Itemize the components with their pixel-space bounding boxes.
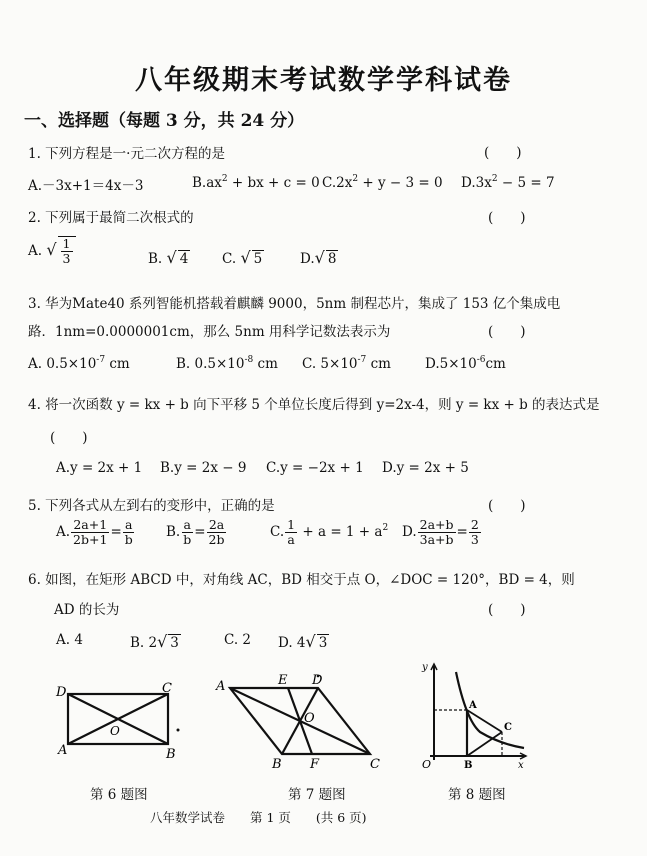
fig7-label-e: E — [278, 673, 288, 688]
q5-answer-paren: ( ) — [488, 498, 526, 514]
q5-stem: 5. 下列各式从左到右的变形中，正确的是 — [28, 498, 275, 514]
q2-option-a: A. √ $\frac{1}{3}$ — [28, 236, 76, 266]
q5-option-b: B. $\frac{a}{b}$ = $\frac{2a}{2b}$ — [166, 517, 225, 547]
fig8-label-c: C — [504, 722, 512, 733]
q6-option-b: B. 2√ 3 — [130, 632, 179, 651]
fig8-label-y: y — [422, 662, 428, 673]
q6-answer-paren: ( ) — [488, 602, 526, 618]
q4-option-c: C.y = −2x + 1 — [266, 460, 364, 476]
q3-answer-paren: ( ) — [488, 324, 526, 340]
fig8-label-o: O — [422, 758, 432, 771]
q5-option-a: A. $\frac{2a+1}{2b+1}$ = $\frac{a}{b}$ — [56, 517, 133, 547]
q4-stem: 4. 将一次函数 y = kx + b 向下平移 5 个单位长度后得到 y=2x-4，则 y = kx + b 的表达式是 — [28, 397, 600, 413]
q1-option-c: $C.2x^2 + y - 3 = 0$ — [322, 174, 443, 191]
section-heading: 一、选择题（每题 3 分，共 24 分） — [24, 111, 305, 131]
page-title: 八年级期末考试数学学科试卷 — [135, 65, 512, 96]
q4-answer-paren: ( ) — [50, 430, 88, 446]
q3-option-d: $D.5\times 10^{-6}cm$ — [425, 355, 506, 372]
fig6-label-d: D — [56, 685, 67, 700]
fig7-label-f: F — [310, 757, 320, 772]
q4-option-b: B.y = 2x − 9 — [160, 460, 247, 476]
q3-option-b: B. $0.5\times 10^{-8}$ cm — [176, 355, 278, 372]
q5-option-c: C. $\frac{1}{a}$ + $a = 1 + a^2$ — [270, 517, 389, 547]
fig6-label-b: B — [166, 747, 176, 762]
fig7-label-b: B — [272, 757, 282, 772]
q6-option-d: D. 4√ 3 — [278, 632, 328, 651]
q6-option-c: C. 2 — [224, 632, 252, 648]
figure-6-caption: 第 6 题图 — [90, 787, 148, 803]
fig7-label-d: D — [312, 673, 323, 688]
figure-7-caption: 第 7 题图 — [288, 787, 346, 803]
fig7-label-o: O — [304, 711, 315, 726]
q2-option-b: B. √ 4 — [148, 248, 189, 267]
page-footer: 八年数学试卷 第 1 页 (共 6 页) — [150, 810, 367, 825]
figure-8-caption: 第 8 题图 — [448, 787, 506, 803]
q4-option-a: A.y = 2x + 1 — [56, 460, 143, 476]
q6-stem-line1: 6. 如图，在矩形 ABCD 中，对角线 AC，BD 相交于点 O，∠DOC = 120°，BD = 4，则 — [28, 572, 575, 588]
fig7-label-a: A — [216, 679, 226, 694]
q1-option-b: $B.ax^2$ + bx + c = 0 — [192, 174, 320, 191]
q1-option-a: A.－3x+1＝4x－3 — [28, 178, 144, 194]
q6-stem-line2: AD 的长为 — [54, 602, 120, 618]
q2-option-d: D.√ 8 — [300, 248, 337, 267]
q1-stem: 1. 下列方程是一·元二次方程的是 — [28, 146, 225, 162]
figure-8-graph — [420, 660, 530, 772]
q3-option-a: A. $0.5\times 10^{-7}$ cm — [28, 355, 130, 372]
q1-option-d: $D.3x^2 - 5 = 7$ — [461, 174, 555, 191]
q5-option-d: D. $\frac{2a+b}{3a+b}$ = $\frac{2}{3}$ — [402, 517, 479, 547]
fig8-label-a: A — [469, 700, 477, 711]
fig6-label-c: C — [162, 681, 172, 696]
q3-stem-line1: 3. 华为Mate40 系列智能机搭载着麒麟 9000，5nm 制程芯片，集成了 153 亿个集成电 — [28, 296, 561, 312]
q6-option-a: A. 4 — [56, 632, 83, 648]
fig8-label-x: x — [518, 760, 524, 771]
q3-stem-line2: 路．1nm=0.0000001cm，那么 5nm 用科学记数法表示为 — [28, 324, 391, 340]
fig6-label-o: O — [110, 724, 120, 738]
q2-answer-paren: ( ) — [488, 210, 526, 226]
fig6-label-a: A — [58, 743, 68, 758]
figure-6-rectangle — [54, 680, 194, 770]
fig8-label-b: B — [464, 760, 473, 771]
q4-option-d: D.y = 2x + 5 — [382, 460, 469, 476]
q2-option-c: C. √ 5 — [222, 248, 263, 267]
q2-stem: 2. 下列属于最简二次根式的 — [28, 210, 194, 226]
fig7-label-c: C — [370, 757, 380, 772]
q3-option-c: C. $5\times 10^{-7}$ cm — [302, 355, 391, 372]
figure-7-parallelogram — [208, 668, 388, 776]
q1-answer-paren: ( ) — [484, 145, 522, 161]
